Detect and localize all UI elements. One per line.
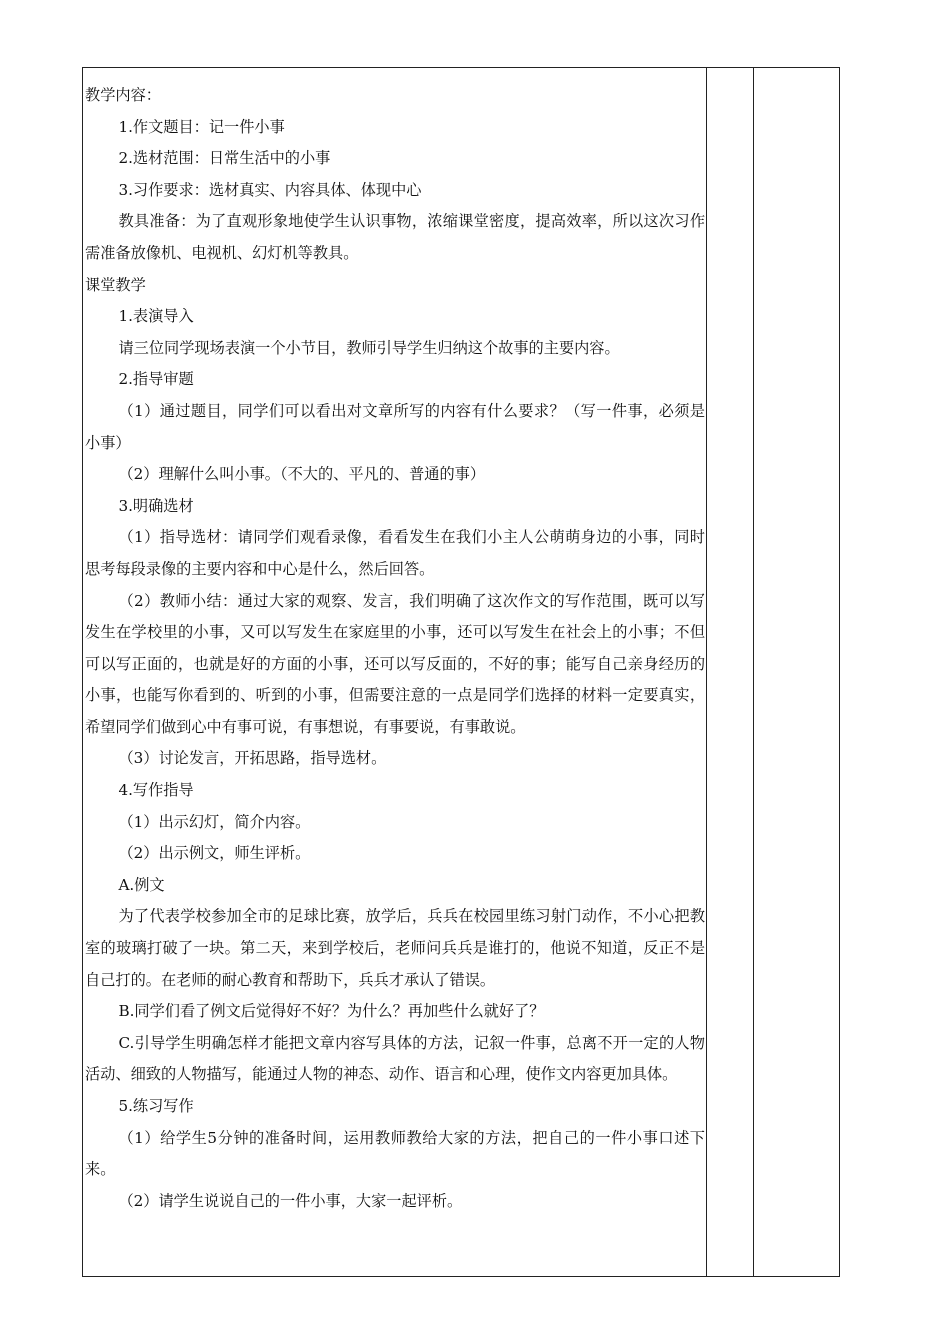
lesson-content [85,80,705,1217]
text-line: 1.表演导入 [118,307,194,326]
text-line: 3.习作要求：选材真实、内容具体、体现中心 [118,180,422,199]
column-divider [753,68,754,1276]
text-line: （2）请学生说说自己的一件小事，大家一起评析。 [118,1191,463,1210]
text-line: 1.作文题目：记一件小事 [118,117,285,136]
text-line: 课堂教学 [85,275,146,294]
text-paragraph: C.引导学生明确怎样才能把文章内容写具体的方法，记叙一件事，总离不开一定的人物活动、细致的人物描写，能通过人物的神态、动作、语言和心理，使作文内容更加具体。 [85,1033,705,1084]
text-paragraph: （1）给学生5分钟的准备时间，运用教师教给大家的方法，把自己的一件小事口述下来。 [85,1128,705,1179]
text-line: （1）出示幻灯，简介内容。 [118,812,311,831]
text-line: （3）讨论发言，开拓思路，指导选材。 [118,749,387,768]
text-paragraph: 教具准备：为了直观形象地使学生认识事物，浓缩课堂密度，提高效率，所以这次习作需准备放像机、电视机、幻灯机等教具。 [85,212,705,262]
text-paragraph: （1）通过题目，同学们可以看出对文章所写的内容有什么要求？（写一件事，必须是小事） [85,401,705,452]
lesson-table [82,67,840,1277]
text-line: （2）理解什么叫小事。（不大的、平凡的、普通的事） [118,465,486,484]
text-line: 4.写作指导 [118,781,194,800]
text-paragraph: （2）教师小结：通过大家的观察、发言，我们明确了这次作文的写作范围，既可以写发生在学校里的小事，又可以写发生在家庭里的小事，还可以写发生在社会上的小事；不但可以写正面的，也就是好的方面的小事，还可以写反面的，不好的事；能写自己亲身经历的小事，也能写你看到的、听到的小事，但需要注意的一点是同学们选择的材料一定要真实，希望同学们做到心中有事可说，有事想说，有事要说，有事敢说。 [85,591,705,736]
text-paragraph: 为了代表学校参加全市的足球比赛，放学后，兵兵在校园里练习射门动作，不小心把教室的玻璃打破了一块。第二天，来到学校后，老师问兵兵是谁打的，他说不知道，反正不是自己打的。在老师的耐心教育和帮助下，兵兵才承认了错误。 [85,907,705,989]
text-line: 2.选材范围：日常生活中的小事 [118,149,331,168]
text-line: 5.练习写作 [118,1097,194,1115]
text-paragraph: 请三位同学现场表演一个小节目，教师引导学生归纳这个故事的主要内容。 [118,338,620,357]
text-line: 教学内容： [85,86,161,104]
text-line: A.例文 [118,875,165,894]
text-line: B.同学们看了例文后觉得好不好？为什么？再加些什么就好了？ [118,1002,545,1021]
text-line: 3.明确选材 [118,496,194,515]
text-line: 2.指导审题 [118,370,194,389]
column-divider [706,68,707,1276]
text-paragraph: （1）指导选材：请同学们观看录像，看看发生在我们小主人公萌萌身边的小事，同时思考每段录像的主要内容和中心是什么，然后回答。 [85,528,705,578]
text-line: （2）出示例文，师生评析。 [118,844,311,863]
